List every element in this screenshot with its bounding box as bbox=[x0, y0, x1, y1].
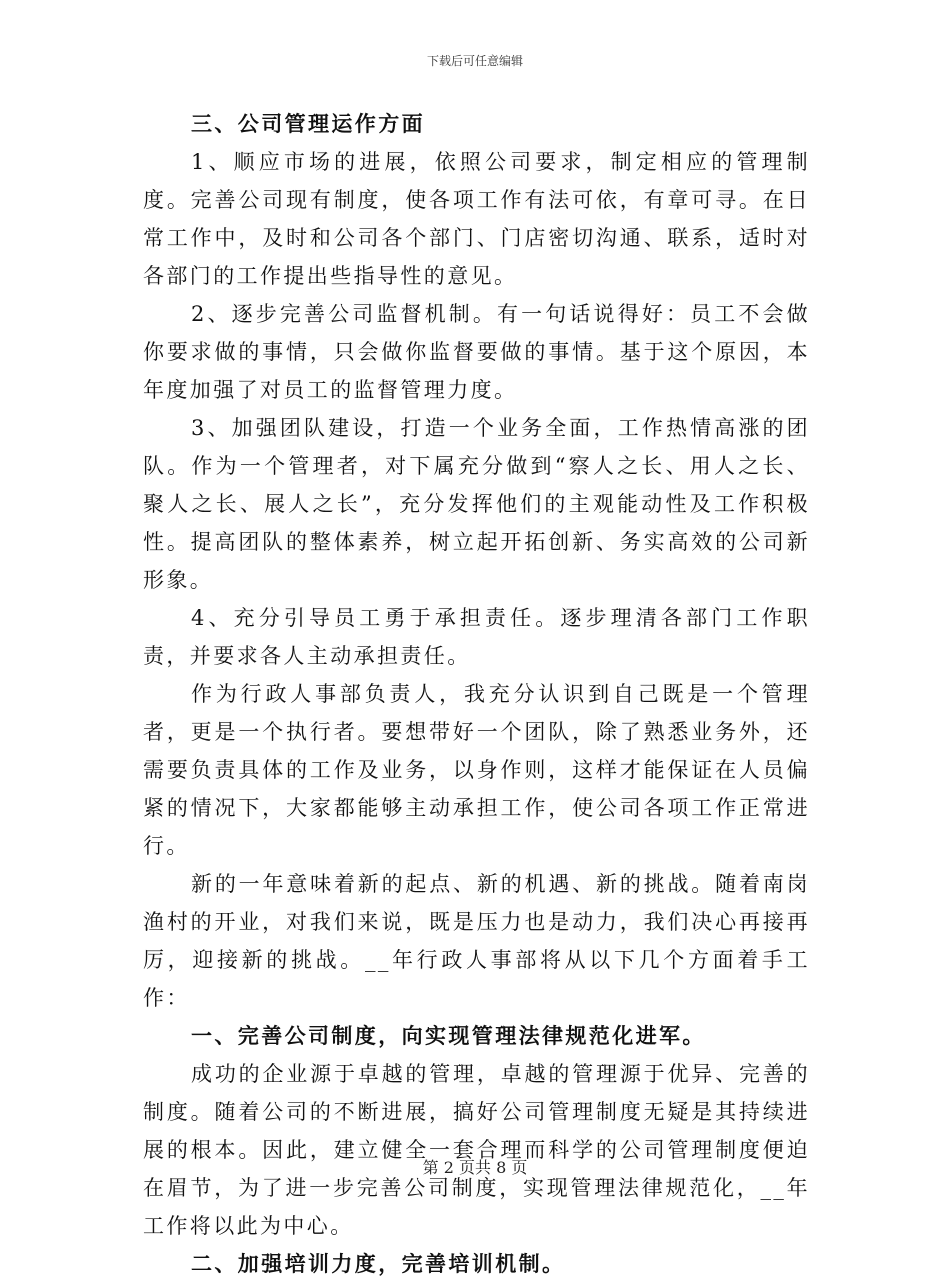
section-heading-improve-system: 一、完善公司制度，向实现管理法律规范化进军。 bbox=[191, 1023, 706, 1048]
paragraph-item-3: 3、加强团队建设，打造一个业务全面，工作热情高涨的团队。作为一个管理者，对下属充分做到“察人之长、用人之长、聚人之长、展人之长”，充分发挥他们的主观能动性及工作积极性。提高团队的整体素养，树立起开拓创新、务实高效的公司新形象。 bbox=[143, 416, 810, 592]
section-heading-training: 二、加强培训力度，完善培训机制。 bbox=[191, 1251, 566, 1276]
paragraph-system-detail: 成功的企业源于卓越的管理，卓越的管理源于优异、完善的制度。随着公司的不断进展，搞好公司管理制度无疑是其持续进展的根本。因此，建立健全一套合理而科学的公司管理制度便迫在眉节，为了进一步完善公司制度，实现管理法律规范化，__年工作将以此为中心。 bbox=[143, 1062, 810, 1238]
paragraph-item-1: 1、顺应市场的进展，依照公司要求，制定相应的管理制度。完善公司现有制度，使各项工作有法可依，有章可寻。在日常工作中，及时和公司各个部门、门店密切沟通、联系，适时对各部门的工作提出些指导性的意见。 bbox=[143, 150, 810, 288]
page-header: 下载后可任意编辑 bbox=[426, 54, 523, 68]
paragraph-item-4: 4、充分引导员工勇于承担责任。逐步理清各部门工作职责，并要求各人主动承担责任。 bbox=[143, 606, 810, 668]
page-number: 第 2 页共 8 页 bbox=[422, 1158, 528, 1177]
paragraph-role-statement: 作为行政人事部负责人，我充分认识到自己既是一个管理者，更是一个执行者。要想带好一个团队，除了熟悉业务外，还需要负责具体的工作及业务，以身作则，这样才能保证在人员偏紧的情况下，大家都能够主动承担工作，使公司各项工作正常进行。 bbox=[143, 682, 810, 858]
paragraph-item-2: 2、逐步完善公司监督机制。有一句话说得好：员工不会做你要求做的事情，只会做你监督要做的事情。基于这个原因，本年度加强了对员工的监督管理力度。 bbox=[143, 302, 810, 402]
paragraph-new-year: 新的一年意味着新的起点、新的机遇、新的挑战。随着南岗渔村的开业，对我们来说，既是压力也是动力，我们决心再接再厉，迎接新的挑战。__年行政人事部将从以下几个方面着手工作： bbox=[143, 872, 810, 1010]
section-heading-company-management: 三、公司管理运作方面 bbox=[191, 111, 425, 136]
document-body bbox=[143, 105, 810, 1283]
